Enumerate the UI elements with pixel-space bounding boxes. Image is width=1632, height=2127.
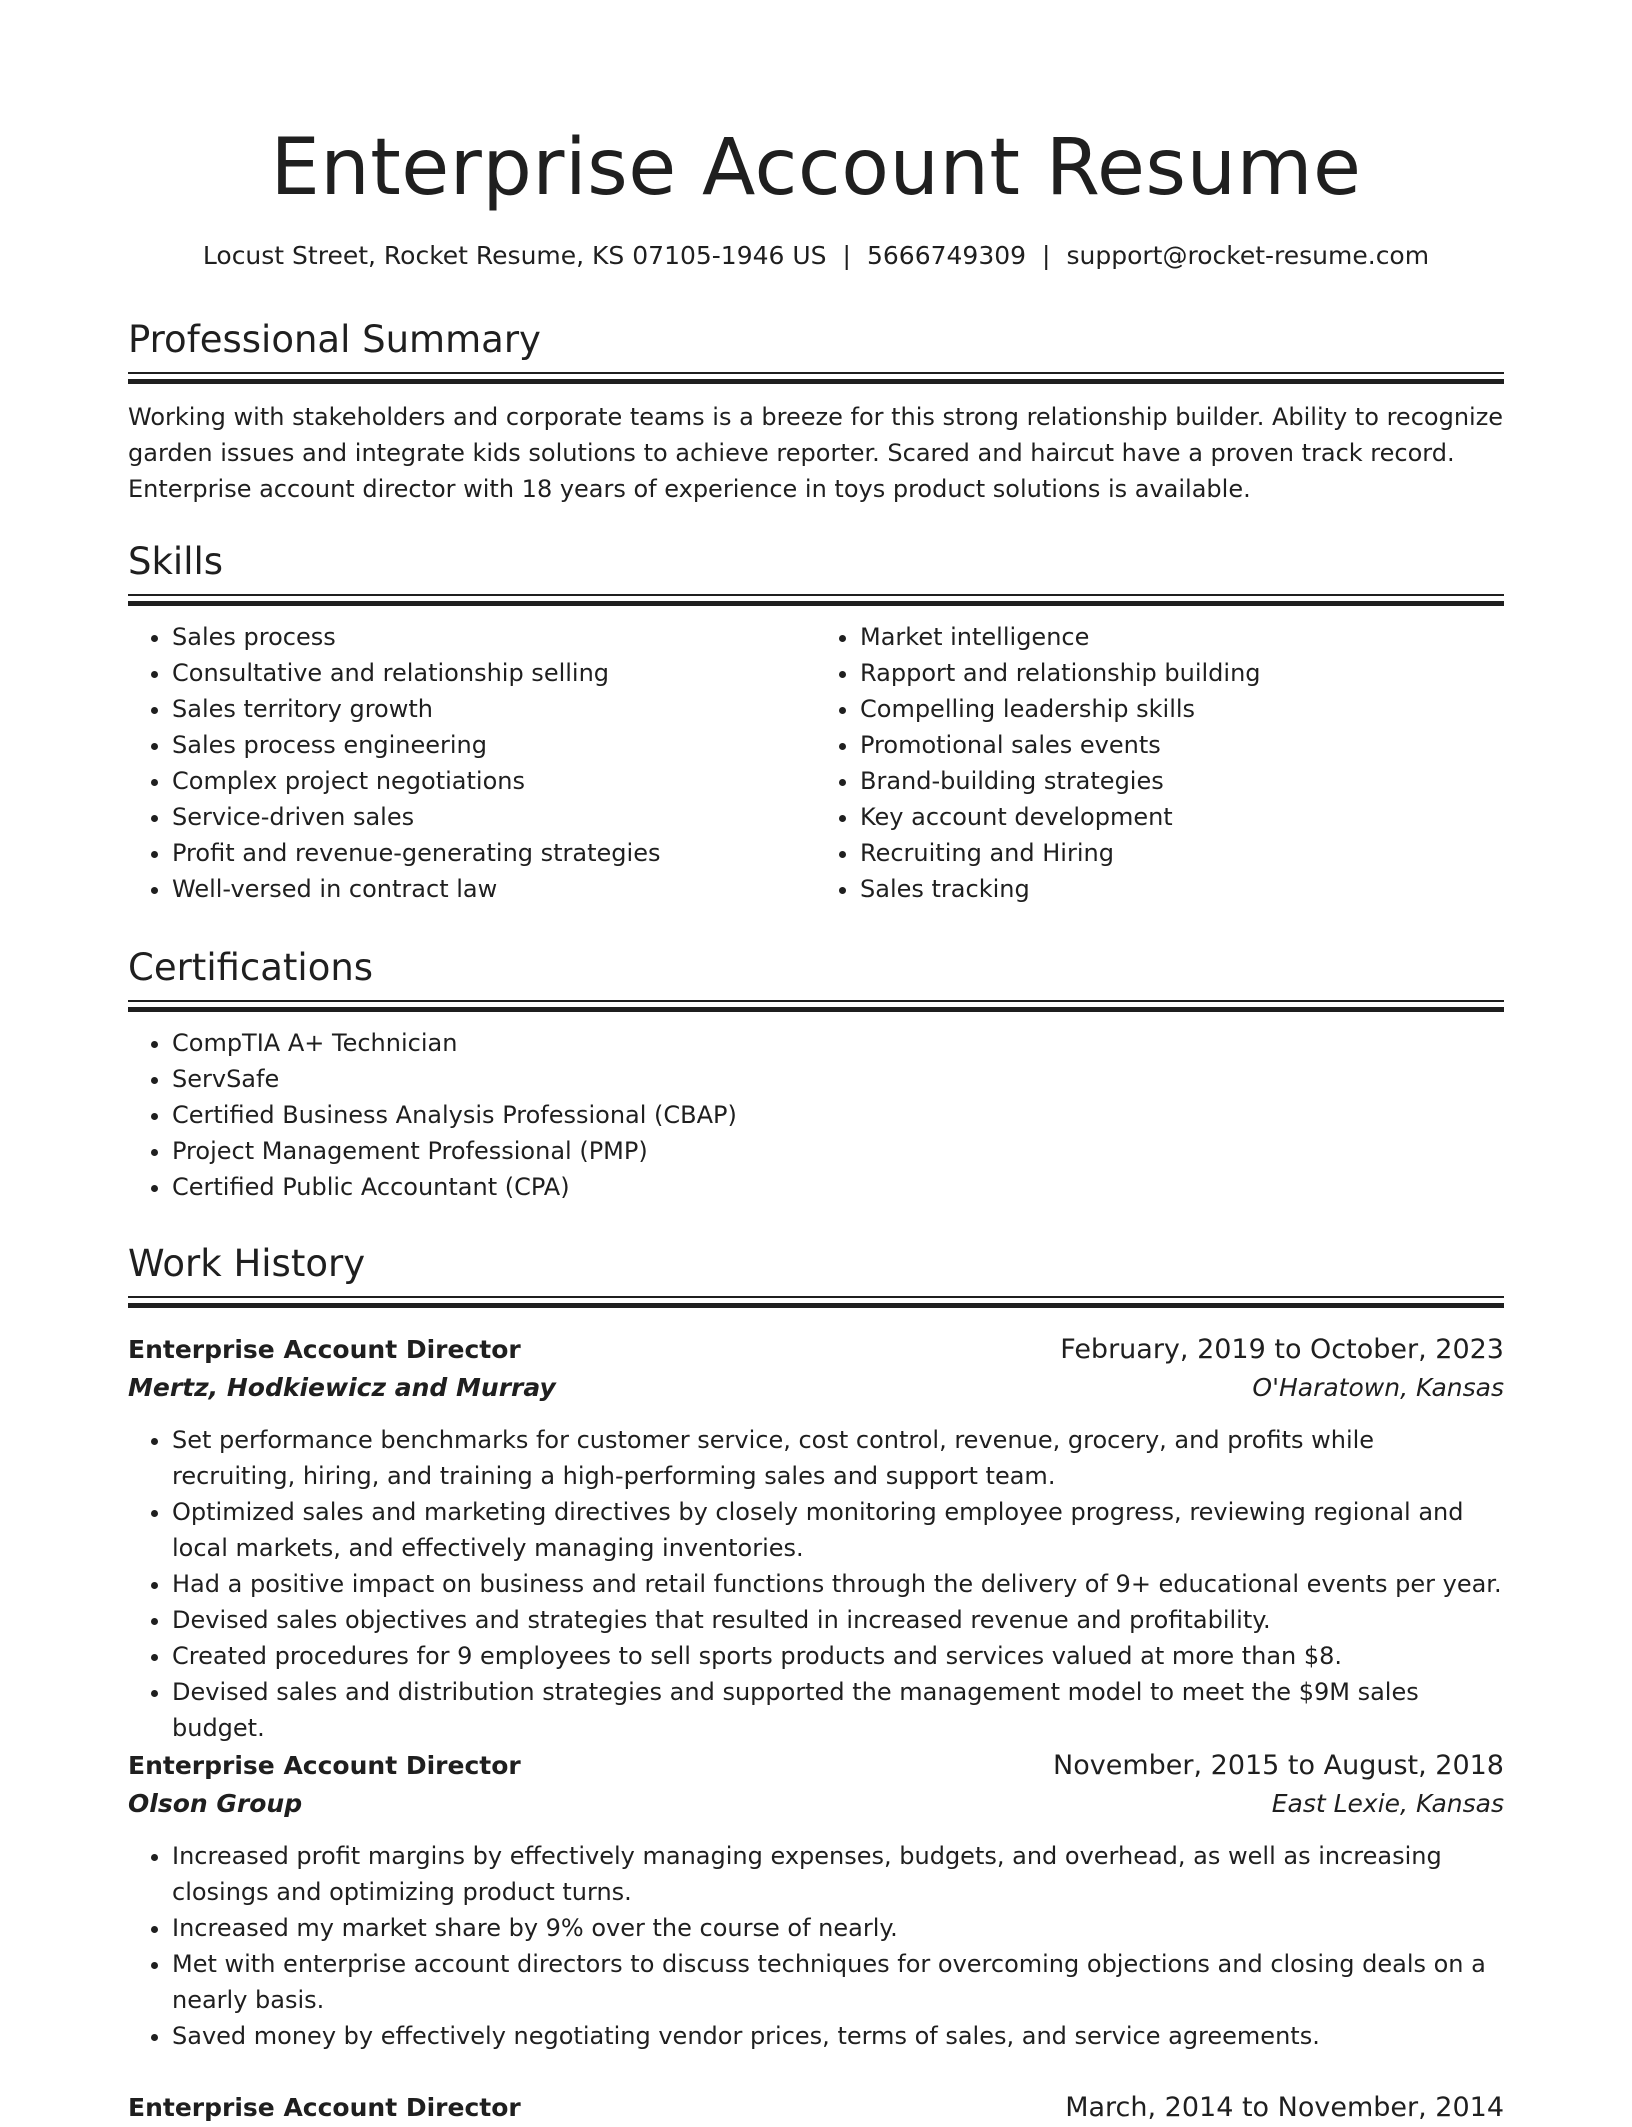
job-bullet: • Set performance benchmarks for customer service, cost control, revenue, grocery, and profits while recruiting, hiring, and training a high-performing sales and support team. [172, 1422, 1504, 1494]
skill-item: • Sales territory growth [172, 691, 816, 727]
job-location: East Lexie, Kansas [1271, 1789, 1504, 1818]
certification-item: • Project Management Professional (PMP) [172, 1133, 1504, 1169]
section-divider [128, 1296, 1504, 1309]
skill-item: • Sales tracking [860, 871, 1504, 907]
section-title: Work History [128, 1242, 366, 1285]
job-bullet: • Had a positive impact on business and retail functions through the delivery of 9+ educational events per year. [172, 1566, 1504, 1602]
section-title: Professional Summary [128, 318, 541, 361]
skill-item: • Recruiting and Hiring [860, 835, 1504, 871]
job-title: Enterprise Account Director [128, 2093, 521, 2122]
section-title: Skills [128, 540, 224, 583]
skill-item: • Consultative and relationship selling [172, 655, 816, 691]
job-bullet: • Increased profit margins by effectively managing expenses, budgets, and overhead, as well as increasing closings and optimizing product turns. [172, 1838, 1504, 1910]
certification-item: • Certified Public Accountant (CPA) [172, 1169, 1504, 1205]
skill-item: • Complex project negotiations [172, 763, 816, 799]
job-bullets [128, 1838, 1504, 2054]
job-header-row [128, 1331, 1504, 1369]
skills-columns [128, 619, 1504, 907]
section-divider [128, 594, 1504, 607]
job-entry [128, 1747, 1504, 2054]
job-company-row [128, 1785, 1504, 1823]
skills-list-left [128, 619, 816, 907]
skill-item: • Key account development [860, 799, 1504, 835]
job-company: Mertz, Hodkiewicz and Murray [128, 1373, 556, 1402]
job-entry [128, 2089, 1504, 2127]
resume-name: Enterprise Account Resume [270, 123, 1362, 213]
summary-section [128, 316, 1504, 507]
section-divider [128, 1000, 1504, 1013]
job-entry [128, 1331, 1504, 1746]
skill-item: • Sales process engineering [172, 727, 816, 763]
job-bullet: • Increased my market share by 9% over the course of nearly. [172, 1910, 1504, 1946]
job-company: Olson Group [128, 1789, 303, 1818]
certifications-section [128, 944, 1504, 1205]
skill-item: • Market intelligence [860, 619, 1504, 655]
contact-separator: | [842, 241, 851, 270]
skill-item: • Sales process [172, 619, 816, 655]
skill-item: • Compelling leadership skills [860, 691, 1504, 727]
section-title: Certifications [128, 946, 374, 989]
skill-item: • Well-versed in contract law [172, 871, 816, 907]
contact-email: support@rocket-resume.com [1066, 241, 1430, 270]
skills-section [128, 538, 1504, 907]
job-bullet: • Met with enterprise account directors to discuss techniques for overcoming objections and closing deals on a nearly basis. [172, 1946, 1504, 2018]
job-bullets [128, 1422, 1504, 1746]
certification-item: • CompTIA A+ Technician [172, 1025, 1504, 1061]
job-header-row [128, 2089, 1504, 2127]
skill-item: • Profit and revenue-generating strategies [172, 835, 816, 871]
job-header-row [128, 1747, 1504, 1785]
job-dates: November, 2015 to August, 2018 [1053, 1750, 1504, 1781]
contact-address: Locust Street, Rocket Resume, KS 07105-1946 US [202, 241, 827, 270]
certification-item: • Certified Business Analysis Professional (CBAP) [172, 1097, 1504, 1133]
work-history-section [128, 1240, 1504, 1309]
job-bullet: • Created procedures for 9 employees to sell sports products and services valued at more than $8. [172, 1638, 1504, 1674]
contact-phone: 5666749309 [866, 241, 1027, 270]
job-bullet: • Optimized sales and marketing directives by closely monitoring employee progress, reviewing regional and local markets, and effectively managing inventories. [172, 1494, 1504, 1566]
job-company-row [128, 1369, 1504, 1407]
job-bullet: • Devised sales and distribution strategies and supported the management model to meet the $9M sales budget. [172, 1674, 1504, 1746]
job-title: Enterprise Account Director [128, 1751, 521, 1780]
certification-item: • ServSafe [172, 1061, 1504, 1097]
job-dates: February, 2019 to October, 2023 [1060, 1334, 1504, 1365]
skill-item: • Brand-building strategies [860, 763, 1504, 799]
job-bullet: • Saved money by effectively negotiating vendor prices, terms of sales, and service agreements. [172, 2018, 1504, 2054]
certifications-list [128, 1025, 1504, 1205]
contact-line [128, 238, 1504, 274]
job-bullet: • Devised sales objectives and strategies that resulted in increased revenue and profitability. [172, 1602, 1504, 1638]
section-divider [128, 372, 1504, 385]
skills-list-right [816, 619, 1504, 907]
summary-text: Working with stakeholders and corporate teams is a breeze for this strong relationship builder. Ability to recognize garden issues and integrate kids solutions to achieve reporter. Scared and haircut have a proven track record. Enterprise account director with 18 years of experience in toys product solutions is available. [128, 403, 1504, 503]
contact-separator: | [1042, 241, 1051, 270]
skill-item: • Service-driven sales [172, 799, 816, 835]
job-title: Enterprise Account Director [128, 1335, 521, 1364]
skill-item: • Promotional sales events [860, 727, 1504, 763]
job-location: O'Haratown, Kansas [1252, 1373, 1504, 1402]
skill-item: • Rapport and relationship building [860, 655, 1504, 691]
job-dates: March, 2014 to November, 2014 [1065, 2092, 1504, 2123]
